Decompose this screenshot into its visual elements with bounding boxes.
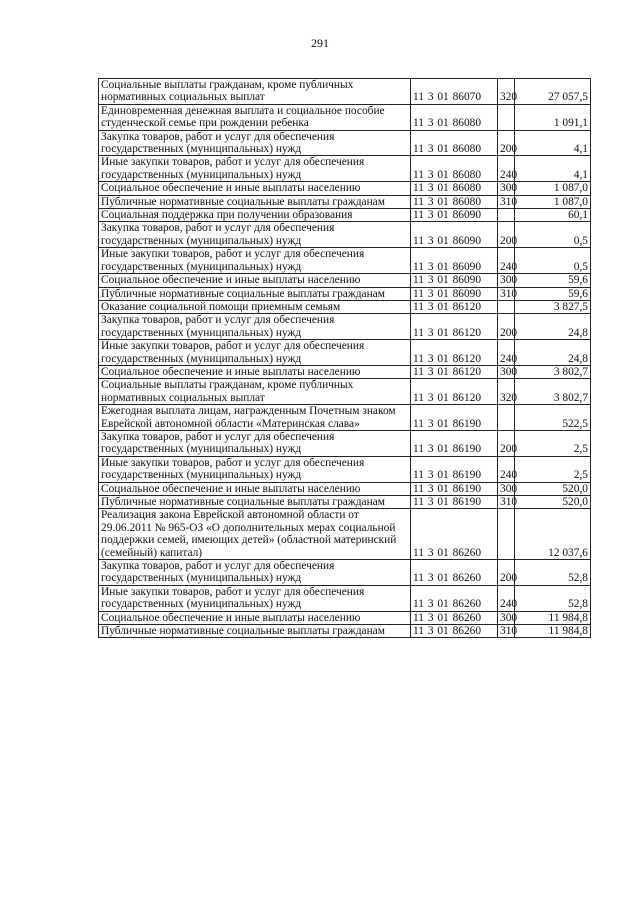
row-amount-cell: 520,0: [515, 496, 591, 509]
row-expense-type-cell: 200: [498, 222, 515, 248]
table-row: [99, 560, 591, 586]
row-name-cell: Социальные выплаты гражданам, кроме публичных нормативных социальных выплат: [99, 379, 411, 405]
row-amount-cell: 52,8: [515, 585, 591, 611]
table-row: [99, 625, 591, 638]
row-amount-cell: 0,5: [515, 222, 591, 248]
row-name-cell: Публичные нормативные социальные выплаты гражданам: [99, 625, 411, 638]
row-amount-cell: 59,6: [515, 287, 591, 300]
row-expense-type-cell: 240: [498, 585, 515, 611]
row-amount-cell: 52,8: [515, 560, 591, 586]
row-amount-cell: 24,8: [515, 340, 591, 366]
row-name-cell: Закупка товаров, работ и услуг для обеспечения государственных (муниципальных) нужд: [99, 560, 411, 586]
row-name-cell: Публичные нормативные социальные выплаты гражданам: [99, 287, 411, 300]
budget-table-body: [99, 79, 591, 638]
row-expense-type-cell: 300: [498, 611, 515, 624]
row-amount-cell: 3 827,5: [515, 300, 591, 313]
row-name-cell: Иные закупки товаров, работ и услуг для обеспечения государственных (муниципальных) нужд: [99, 156, 411, 182]
row-expense-type-cell: 310: [498, 496, 515, 509]
table-row: [99, 195, 591, 208]
table-row: [99, 496, 591, 509]
budget-table: [98, 78, 591, 638]
row-code-cell: 11 3 01 86260: [411, 625, 498, 638]
row-code-cell: 11 3 01 86120: [411, 340, 498, 366]
row-name-cell: Социальные выплаты гражданам, кроме публичных нормативных социальных выплат: [99, 79, 411, 105]
row-code-cell: 11 3 01 86090: [411, 248, 498, 274]
row-expense-type-cell: 310: [498, 625, 515, 638]
row-name-cell: Социальное обеспечение и иные выплаты населению: [99, 274, 411, 287]
row-code-cell: 11 3 01 86080: [411, 130, 498, 156]
row-name-cell: Социальное обеспечение и иные выплаты населению: [99, 611, 411, 624]
row-expense-type-cell: [498, 104, 515, 130]
row-amount-cell: 4,1: [515, 156, 591, 182]
table-row: [99, 405, 591, 431]
table-row: [99, 340, 591, 366]
row-code-cell: 11 3 01 86260: [411, 560, 498, 586]
table-row: [99, 222, 591, 248]
row-name-cell: Публичные нормативные социальные выплаты гражданам: [99, 195, 411, 208]
row-amount-cell: 2,5: [515, 430, 591, 456]
row-name-cell: Социальное обеспечение и иные выплаты населению: [99, 182, 411, 195]
row-code-cell: 11 3 01 86190: [411, 496, 498, 509]
row-amount-cell: 59,6: [515, 274, 591, 287]
row-code-cell: 11 3 01 86120: [411, 300, 498, 313]
row-code-cell: 11 3 01 86080: [411, 156, 498, 182]
table-row: [99, 430, 591, 456]
row-name-cell: Иные закупки товаров, работ и услуг для обеспечения государственных (муниципальных) нужд: [99, 248, 411, 274]
table-row: [99, 209, 591, 222]
row-expense-type-cell: 310: [498, 287, 515, 300]
row-name-cell: Оказание социальной помощи приемным семьям: [99, 300, 411, 313]
row-expense-type-cell: 200: [498, 314, 515, 340]
table-row: [99, 482, 591, 495]
row-code-cell: 11 3 01 86080: [411, 182, 498, 195]
row-name-cell: Закупка товаров, работ и услуг для обеспечения государственных (муниципальных) нужд: [99, 430, 411, 456]
row-amount-cell: 1 087,0: [515, 195, 591, 208]
row-amount-cell: 522,5: [515, 405, 591, 431]
row-code-cell: 11 3 01 86190: [411, 405, 498, 431]
row-name-cell: Закупка товаров, работ и услуг для обеспечения государственных (муниципальных) нужд: [99, 222, 411, 248]
row-amount-cell: 60,1: [515, 209, 591, 222]
row-code-cell: 11 3 01 86090: [411, 209, 498, 222]
row-amount-cell: 24,8: [515, 314, 591, 340]
table-row: [99, 274, 591, 287]
row-name-cell: Публичные нормативные социальные выплаты гражданам: [99, 496, 411, 509]
row-name-cell: Реализация закона Еврейской автономной области от 29.06.2011 № 965-ОЗ «О дополнительных мерах социальной поддержки семей, имеющих детей» (областной материнский (семейный) капитал): [99, 509, 411, 560]
table-row: [99, 509, 591, 560]
row-name-cell: Закупка товаров, работ и услуг для обеспечения государственных (муниципальных) нужд: [99, 314, 411, 340]
row-expense-type-cell: 300: [498, 482, 515, 495]
row-expense-type-cell: 200: [498, 430, 515, 456]
row-expense-type-cell: 310: [498, 195, 515, 208]
table-row: [99, 300, 591, 313]
row-amount-cell: 11 984,8: [515, 611, 591, 624]
row-code-cell: 11 3 01 86260: [411, 509, 498, 560]
page-number: 291: [311, 36, 329, 50]
row-name-cell: Иные закупки товаров, работ и услуг для обеспечения государственных (муниципальных) нужд: [99, 340, 411, 366]
row-amount-cell: 3 802,7: [515, 379, 591, 405]
row-code-cell: 11 3 01 86090: [411, 274, 498, 287]
row-name-cell: Социальная поддержка при получении образования: [99, 209, 411, 222]
row-amount-cell: 4,1: [515, 130, 591, 156]
row-name-cell: Ежегодная выплата лицам, награжденным Почетным знаком Еврейской автономной области «Материнская слава»: [99, 405, 411, 431]
row-expense-type-cell: [498, 509, 515, 560]
table-row: [99, 456, 591, 482]
table-row: [99, 585, 591, 611]
row-amount-cell: 2,5: [515, 456, 591, 482]
row-expense-type-cell: 240: [498, 456, 515, 482]
row-expense-type-cell: 240: [498, 248, 515, 274]
table-row: [99, 287, 591, 300]
row-expense-type-cell: 300: [498, 182, 515, 195]
row-code-cell: 11 3 01 86080: [411, 104, 498, 130]
row-name-cell: Единовременная денежная выплата и социальное пособие студенческой семье при рождении ребенка: [99, 104, 411, 130]
row-name-cell: Иные закупки товаров, работ и услуг для обеспечения государственных (муниципальных) нужд: [99, 456, 411, 482]
row-name-cell: Социальное обеспечение и иные выплаты населению: [99, 482, 411, 495]
row-amount-cell: 1 087,0: [515, 182, 591, 195]
row-amount-cell: 11 984,8: [515, 625, 591, 638]
row-amount-cell: 520,0: [515, 482, 591, 495]
row-code-cell: 11 3 01 86090: [411, 287, 498, 300]
row-code-cell: 11 3 01 86190: [411, 456, 498, 482]
row-amount-cell: 3 802,7: [515, 365, 591, 378]
row-amount-cell: 27 057,5: [515, 79, 591, 105]
row-expense-type-cell: [498, 300, 515, 313]
row-expense-type-cell: 200: [498, 560, 515, 586]
row-expense-type-cell: 320: [498, 79, 515, 105]
row-amount-cell: 12 037,6: [515, 509, 591, 560]
row-amount-cell: 1 091,1: [515, 104, 591, 130]
row-code-cell: 11 3 01 86190: [411, 482, 498, 495]
table-row: [99, 379, 591, 405]
table-row: [99, 156, 591, 182]
table-row: [99, 365, 591, 378]
row-expense-type-cell: [498, 405, 515, 431]
row-code-cell: 11 3 01 86070: [411, 79, 498, 105]
table-row: [99, 104, 591, 130]
row-name-cell: Закупка товаров, работ и услуг для обеспечения государственных (муниципальных) нужд: [99, 130, 411, 156]
row-expense-type-cell: 240: [498, 340, 515, 366]
table-row: [99, 79, 591, 105]
row-expense-type-cell: 240: [498, 156, 515, 182]
table-row: [99, 130, 591, 156]
row-code-cell: 11 3 01 86120: [411, 365, 498, 378]
row-code-cell: 11 3 01 86190: [411, 430, 498, 456]
table-row: [99, 611, 591, 624]
table-row: [99, 182, 591, 195]
row-expense-type-cell: [498, 209, 515, 222]
row-code-cell: 11 3 01 86260: [411, 585, 498, 611]
row-code-cell: 11 3 01 86120: [411, 379, 498, 405]
table-row: [99, 248, 591, 274]
row-expense-type-cell: 300: [498, 365, 515, 378]
row-amount-cell: 0,5: [515, 248, 591, 274]
row-code-cell: 11 3 01 86260: [411, 611, 498, 624]
row-expense-type-cell: 200: [498, 130, 515, 156]
row-name-cell: Иные закупки товаров, работ и услуг для обеспечения государственных (муниципальных) нужд: [99, 585, 411, 611]
table-row: [99, 314, 591, 340]
row-code-cell: 11 3 01 86080: [411, 195, 498, 208]
row-code-cell: 11 3 01 86090: [411, 222, 498, 248]
row-code-cell: 11 3 01 86120: [411, 314, 498, 340]
row-name-cell: Социальное обеспечение и иные выплаты населению: [99, 365, 411, 378]
row-expense-type-cell: 320: [498, 379, 515, 405]
row-expense-type-cell: 300: [498, 274, 515, 287]
